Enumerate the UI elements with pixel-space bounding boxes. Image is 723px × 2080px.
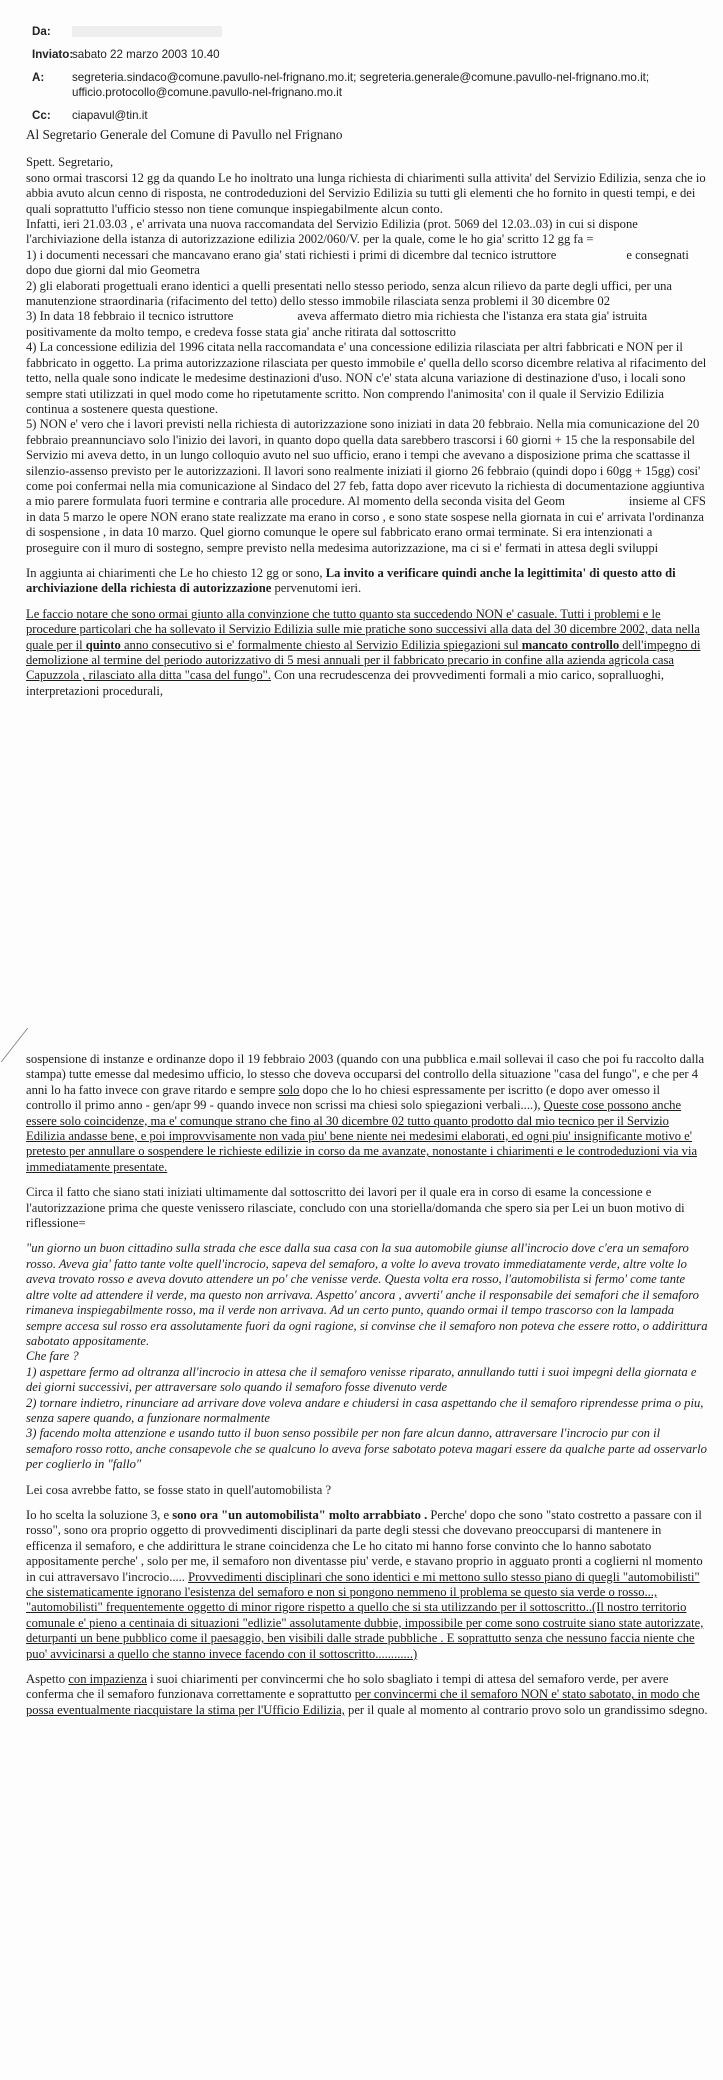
redacted-sender bbox=[72, 26, 222, 37]
email-sent-row bbox=[32, 47, 712, 62]
from-label: Da: bbox=[32, 25, 51, 38]
point-4: 4) La concessione edilizia del 1996 citata nella raccomandata e' una concessione edilizia rilasciata per altri fabbricati e NON per il fabbricato in oggetto. La prima autorizzazione rilasciata per questo immobile e' quella dello scorso dicembre relativa al rifacimento del tetto, nella quale sono indicate le medesime destinazioni d'uso. NON c'e' stata alcuna variazione di destinazione d'uso, i locali sono sempre stati utilizzati in quel modo come ho ripetutamente scritto. Non comprendo l'animosita' con il quale il Servizio Edilizia continua a sostenere questa questione. bbox=[26, 340, 707, 416]
paragraph-sospensione: sospensione di instanze e ordinanze dopo il 19 febbraio 2003 (quando con una pubblica e.mail sollevai il caso che poi fu raccolto dalla stampa) tutte emesse dal medesimo ufficio, lo stesso che doveva occuparsi del controllo della situazione "casa del fungo", e che per 4 anni lo ha fatto invece con grave ritardo e sempre solo dopo che lo ho chiesi espressamente per iscritto (e dopo aver omesso il controllo il primo anno - gen/apr 99 - quando invece non scrissi ma chiesi solo spiegazioni verbali....), Queste cose possono anche essere solo coincidenze, ma e' comunque strano che fino al 30 dicembre 02 tutto quanto prodotto dal mio tecnico per il Servizio Edilizia andasse bene, e poi improvvisamente non vada piu' bene niente nei medesimi elaborati, ed ogni piu' insignificante motivo e' pretesto per annullare o sospendere le richieste edilizie in corso da me avanzate, nonostante i chiarimenti e le controdeduzioni via via immediatamente presentate. bbox=[26, 1052, 705, 1174]
story-text: "un giorno un buon cittadino sulla strada che esce dalla sua casa con la sua automobile giunse all'incrocio dove c'era un semaforo rosso. Aveva gia' fatto tante volte quell'incrocio, sapeva del semaforo, a volte lo aveva trovato immediatamente verde, altre volte lo aveva trovato rosso e aveva dovuto attendere un po' che venisse verde. Questa volta era rosso, l'automobilista si fermo' come tante altre volte ad attendere il verde, ma questo non arrivava. Aspetto' ancora , avverti' anche il responsabile dei semafori che il semaforo rimaneva inspiegabilmente rosso, ma il verde non arrivava. Ad un certo punto, quando ormai il tempo trascorso con la lampada sempre accesa sul rosso era assolutamente fuori da ogni ragione, si convinse che il semaforo non poteva che essere rotto, o addirittura sabotato appositamente. bbox=[26, 1241, 708, 1348]
story-option-2: 2) tornare indietro, rinunciare ad arrivare dove voleva andare e chiudersi in casa aspettando che il semaforo riprendesse prima o piu, senza sapere quando, a funzionare normalmente bbox=[26, 1395, 704, 1425]
story-question: Che fare ? bbox=[26, 1349, 79, 1364]
question-line: Lei cosa avrebbe fatto, se fosse stato in quell'automobilista ? bbox=[26, 1482, 332, 1497]
cc-label: Cc: bbox=[32, 109, 51, 122]
paragraph-invito: In aggiunta ai chiarimenti che Le ho chiesto 12 gg or sono, La invito a verificare quindi anche la legittimita' di questo atto di archiviazione della richiesta di autorizzazione pervenutomi ieri. bbox=[26, 565, 676, 596]
point-2: 2) gli elaborati progettuali erano identici a quelli presentati nello stesso periodo, senza alcun rilievo da parte degli uffici, per una manutenzione straordinaria (rifacimento del tetto) dello stesso immobile rilasciata senza problemi il 30 dicembre 02 bbox=[26, 278, 673, 309]
paragraph-soluzione: Io ho scelta la soluzione 3, e sono ora "un automobilista" molto arrabbiato . Perche' dopo che sono "stato costretto a passare con il rosso", sono ora proprio oggetto di provvedimenti disciplinari da parte degli stessi che dovevano preoccuparsi di mantenere in efficenza il semaforo, e che addirittura le strane coincidenza che Le ho citato mi hanno forse convinto che lo hanno sabotato appositamente perche' , solo per me, il semaforo non diventasse piu' verde, e stavano proprio in agguato pronti a coglierni nl momento in cui attraversavo l'incrocio..... Provvedimenti disciplinari che sono identici e mi mettono sullo stesso piano di quegli "automobilisti" che sistematicamente ignorano l'esistenza del semaforo e non si pongono nemmeno il problema se questo sia verde o rosso..., "automobilisti" frequentemente oggetto di minor rigore rispetto a quello che si sta utilizzando per il sottoscritto..(Il nostro territorio comunale e' pieno a centinaia di situazioni "edlizie" assolutamente dubbie, impossibile per come sono costruite siano state autorizzate, deturpanti un bene pubblico come il paesaggio, ben visibili dalle strade pubbliche . E soprattutto senza che nessuno faccia niente che puo' avvicinarsi a quello che stanno invece facendo con il sottoscritto............) bbox=[26, 1507, 704, 1661]
sent-value: sabato 22 marzo 2003 10.40 bbox=[72, 48, 220, 61]
point-3: 3) In data 18 febbraio il tecnico istruttore aveva affermato dietro mia richiesta che l'istanza era stata gia' istruita positivamente da molto tempo, e credeva fosse stata gia' anche ritirata dal sottoscritto bbox=[26, 309, 648, 339]
story-option-3: 3) facendo molta attenzione e usando tutto il buon senso possibile per non fare alcun danno, attraversare l'incrocio pur con il semaforo rosso rotto, anche consapevole che se qualcuno lo aveva forse sabotato poteva magari essere da qualche parte ad osservarlo per coglierlo in "fallo" bbox=[26, 1426, 707, 1472]
paragraph-closing: Aspetto con impazienza i suoi chiarimenti per convincermi che ho solo sbagliato i tempi di attesa del semaforo verde, per avere conferma che il semaforo funzionava correttamente e soprattutto per convincermi che il semaforo NON e' stato sabotato, in modo che possa eventualmente riacquistare la stima per l'Ufficio Edilizia, per il quale al momento al contrario provo solo un grandissimo sdegno. bbox=[26, 1672, 708, 1717]
paragraph-intro: sono ormai trascorsi 12 gg da quando Le ho inoltrato una lunga richiesta di chiarimenti sulla attivita' del Servizio Edilizia, senza che io abbia avuto alcun cenno di risposta, ne controdeduzioni del Servizio Edilizia su tutti gli elementi che ho fornito in questi tempi, e dei quali soprattutto l'ufficio stesso non tiene comunque inspiegabilmente alcun conto. bbox=[26, 170, 706, 216]
paragraph-coincidenze: Le faccio notare che sono ormai giunto alla convinzione che tutto quanto sta succedendo NON e' casuale. Tutti i problemi e le procedure particolari che ha sollevato il Servizio Edilizia sulle mie pratiche sono successivi alla data del 30 dicembre 2002, data nella quale per il quinto anno consecutivo si e' formalmente chiesto al Servizio Edilizia spiegazioni sul mancato controllo dell'impegno di demolizione al termine del periodo autorizzativo di 5 mesi annuali per il fabbricato precario in confine alla azienda agricola casa Capuzzola , rilasciato alla ditta "casa del fungo". Con una recrudescenza dei provvedimenti formali a mio carico, sopralluoghi, interpretazioni procedurali, bbox=[26, 606, 701, 698]
letter-body-part-1 bbox=[26, 127, 708, 699]
to-value: segreteria.sindaco@comune.pavullo-nel-frignano.mo.it; segreteria.generale@comune.pavullo-nel-frignano.mo.it; ufficio.protocollo@comune.pavullo-nel-frignano.mo.it bbox=[72, 71, 650, 99]
letter-body-part-2 bbox=[26, 1052, 708, 1718]
point-5: 5) NON e' vero che i lavori previsti nella richiesta di autorizzazione sono iniziati in data 20 febbraio. Nella mia comunicazione del 20 febbraio preannunciavo solo l'inizio dei lavori, in quanto dopo quella data sarebbero trascorsi i 60 giorni + 15 che la responsabile del Servizio mi aveva detto, in un lungo colloquio avuto nel suo ufficio, erano i tempi che avevano a disposizione prima che scattasse il silenzio-assenso previsto per le autorizzazioni. Il lavori sono realmente iniziati il giorno 26 febbraio (quindi dopo i 60gg + 15gg) cosi' come poi confermai nella mia comunicazione al Sindaco del 27 feb, fatta dopo aver ricevuto la richiesta di documentazione aggiuntiva a mio parere formulata fuori termine e contraria alle procedure. Al momento della seconda visita del Geom insieme al CFS in data 5 marzo le opere NON erano state realizzate ma erano in corso , e sono state sospese nella giornata in cui e' arrivata l'ordinanza di sospensione , in data 10 marzo. Quel giorno comunque le opere sul fabbricato erano ormai terminate. Si era intenzionati a proseguire con il muro di sostegno, sempre previsto nella medesima autorizzazione, ma ci si e' fermati in attesa degli sviluppi bbox=[26, 417, 706, 555]
to-label: A: bbox=[32, 71, 45, 84]
sent-label: Inviato: bbox=[32, 48, 74, 61]
point-1: 1) i documenti necessari che mancavano erano gia' stati richiesti i primi di dicembre dal tecnico istruttore e consegnati dopo due giorni dal mio Geometra bbox=[26, 247, 689, 278]
cc-value: ciapavul@tin.it bbox=[72, 109, 148, 122]
salutation: Spett. Segretario, bbox=[26, 155, 114, 170]
email-from-row bbox=[32, 24, 712, 39]
paragraph-archiviazione: Infatti, ieri 21.03.03 , e' arrivata una nuova raccomandata del Servizio Edilizia (prot. 5069 del 12.03..03) in cui si dispone l'archiviazione della istanza di autorizzazione edilizia 2002/060/V. per la quale, come le ho gia' scritto 12 gg fa = bbox=[26, 217, 638, 247]
story-option-1: 1) aspettare fermo ad oltranza all'incrocio in attesa che il semaforo venisse riparato, annullando tutti i suoi impegni della giornata e dei giorni successivi, per attraversare solo quando il semaforo fosse divenuto verde bbox=[26, 1364, 697, 1395]
paragraph-storiella: Circa il fatto che siano stati iniziati ultimamente dal sottoscritto dei lavori per il quale era in corso di esame la concessione e l'autorizzazione prima che queste venissero rilasciate, concludo con una storiella/domanda che spero sia per Lei un buon motivo di riflessione= bbox=[26, 1185, 685, 1231]
addressee-line: Al Segretario Generale del Comune di Pavullo nel Frignano bbox=[26, 127, 343, 142]
email-cc-row bbox=[32, 108, 712, 123]
